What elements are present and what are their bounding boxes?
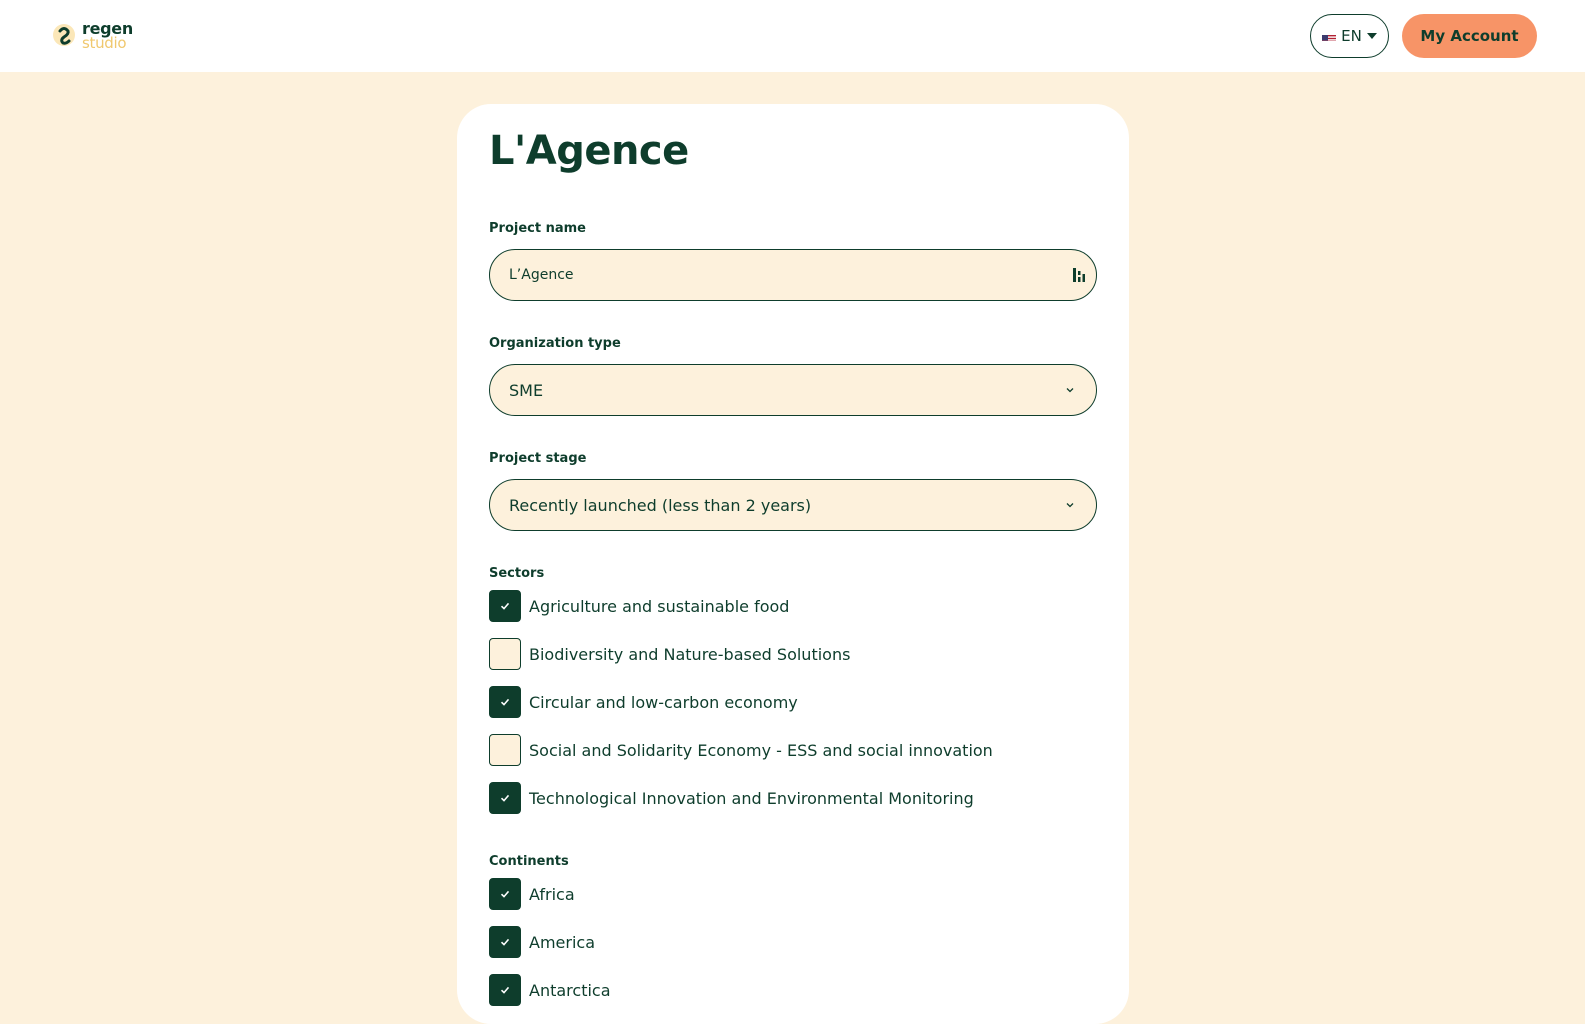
sector-option-circular-economy[interactable]	[489, 686, 798, 718]
organization-type-select[interactable]	[489, 364, 1097, 416]
caret-down-icon	[1367, 33, 1377, 39]
language-selector[interactable]	[1310, 14, 1389, 58]
continent-option-america[interactable]	[489, 926, 595, 958]
checkbox-label: Agriculture and sustainable food	[529, 596, 790, 616]
checkbox-label: Technological Innovation and Environmental Monitoring	[529, 788, 974, 808]
checkmark-icon	[499, 792, 511, 804]
sector-option-agriculture[interactable]	[489, 590, 789, 622]
logo-text-studio: studio	[82, 34, 127, 52]
sectors-label: Sectors	[489, 566, 545, 581]
checkbox[interactable]	[489, 638, 521, 670]
logo-text-regen: regen	[82, 19, 133, 38]
checkmark-icon	[499, 696, 511, 708]
organization-type-label: Organization type	[489, 336, 621, 351]
project-name-value: L’Agence	[509, 267, 574, 283]
checkbox-label: Biodiversity and Nature-based Solutions	[529, 644, 851, 664]
page-title: L'Agence	[489, 128, 689, 174]
checkbox-label: America	[529, 932, 595, 952]
checkbox[interactable]	[489, 590, 521, 622]
checkbox[interactable]	[489, 878, 521, 910]
checkbox-label: Circular and low-carbon economy	[529, 692, 798, 712]
sector-option-social-economy[interactable]	[489, 734, 993, 766]
project-form-card	[457, 104, 1129, 1024]
checkmark-icon	[499, 600, 511, 612]
checkbox[interactable]	[489, 926, 521, 958]
chevron-down-icon	[1064, 384, 1076, 396]
checkbox-label: Africa	[529, 884, 575, 904]
continents-label: Continents	[489, 854, 569, 869]
organization-type-value: SME	[509, 380, 544, 400]
checkbox-label: Antarctica	[529, 980, 611, 1000]
project-name-input[interactable]	[489, 249, 1097, 301]
checkbox[interactable]	[489, 686, 521, 718]
language-label: EN	[1341, 27, 1362, 45]
checkmark-icon	[499, 984, 511, 996]
checkmark-icon	[499, 936, 511, 948]
chevron-down-icon	[1064, 499, 1076, 511]
sector-option-biodiversity[interactable]	[489, 638, 850, 670]
logo-icon	[52, 22, 78, 48]
checkbox[interactable]	[489, 734, 521, 766]
project-stage-value: Recently launched (less than 2 years)	[509, 495, 812, 515]
checkbox[interactable]	[489, 974, 521, 1006]
checkbox-label: Social and Solidarity Economy - ESS and social innovation	[529, 740, 993, 760]
password-manager-icon[interactable]	[1072, 267, 1086, 283]
checkbox[interactable]	[489, 782, 521, 814]
checkmark-icon	[499, 888, 511, 900]
continent-option-africa[interactable]	[489, 878, 575, 910]
project-name-label: Project name	[489, 221, 586, 236]
project-stage-select[interactable]	[489, 479, 1097, 531]
top-navigation-bar	[0, 0, 1585, 72]
continent-option-antarctica[interactable]	[489, 974, 611, 1006]
regen-studio-logo[interactable]	[52, 20, 142, 52]
sector-option-tech-innovation[interactable]	[489, 782, 974, 814]
my-account-button[interactable]: My Account	[1402, 14, 1537, 58]
us-flag-icon	[1322, 31, 1336, 41]
project-stage-label: Project stage	[489, 451, 587, 466]
